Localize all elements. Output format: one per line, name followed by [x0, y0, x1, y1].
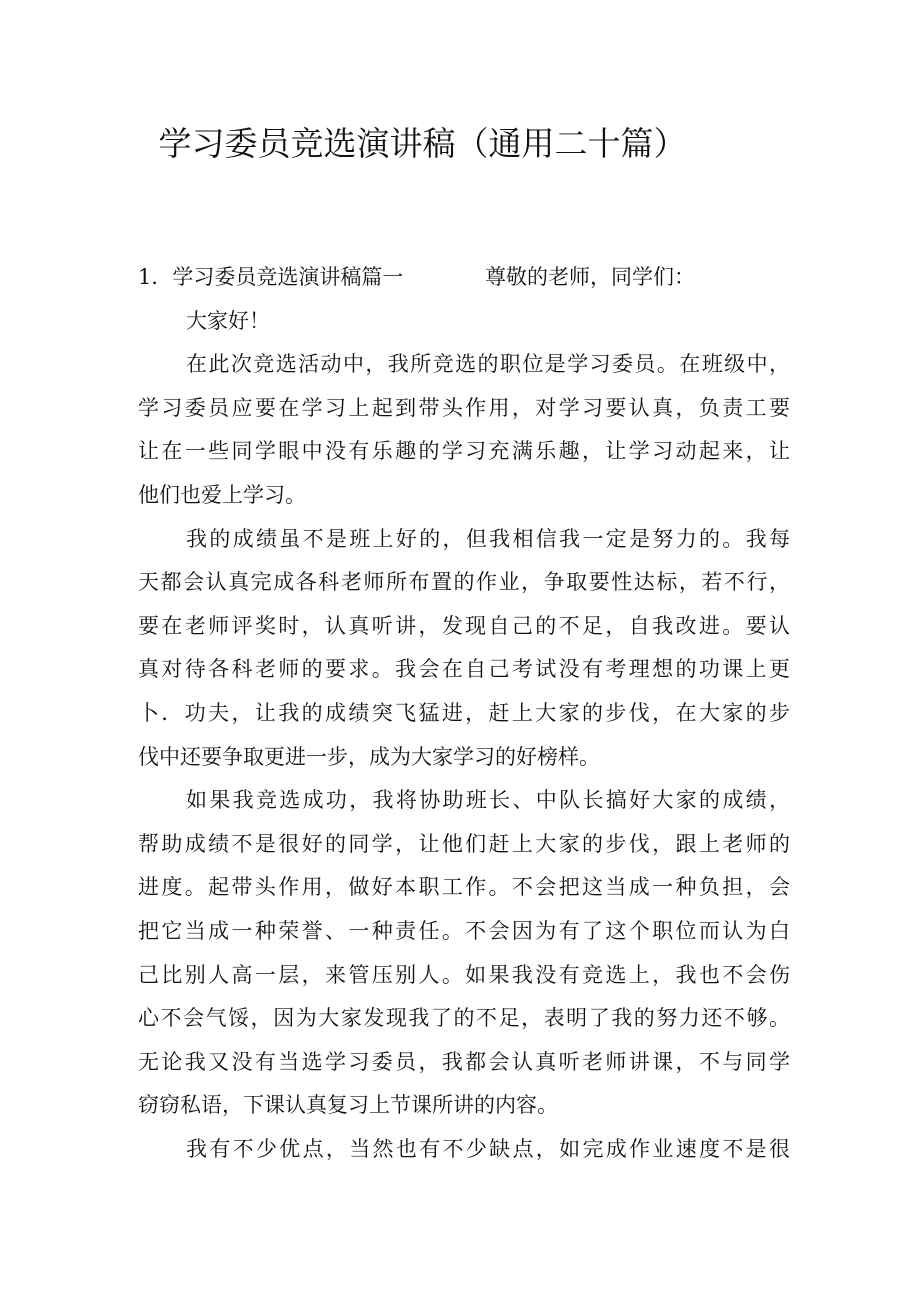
document-body	[138, 256, 790, 1171]
text-line: 进度。起带头作用，做好本职工作。不会把这当成一种负担，会	[138, 875, 790, 900]
text-line: 心不会气馁，因为大家发现我了的不足，表明了我的努力还不够。	[138, 1006, 790, 1031]
text-line: 真对待各科老师的要求。我会在自己考试没有考理想的功课上更	[138, 657, 790, 682]
text-line: 他们也爱上学习。	[138, 482, 306, 507]
text-line: 要在老师评奖时，认真听讲，发现自己的不足，自我改进。要认	[138, 613, 790, 638]
text-line: 把它当成一种荣誉、一种责任。不会因为有了这个职位而认为白	[138, 918, 790, 943]
text-line: 己比别人高一层，来管压别人。如果我没有竞选上，我也不会伤	[138, 962, 790, 987]
text-line: 伐中还要争取更进一步，成为大家学习的好榜样。	[138, 744, 600, 769]
text-line: 卜．功夫，让我的成绩突飞猛进，赶上大家的步伐，在大家的步	[138, 700, 790, 725]
heading-line	[138, 256, 790, 300]
text-line: 如果我竞选成功，我将协助班长、中队长搞好大家的成绩，	[186, 788, 790, 813]
text-line: 学习委员应要在学习上起到带头作用，对学习要认真，负责工要	[138, 395, 790, 420]
text-line: 在此次竞选活动中，我所竞选的职位是学习委员。在班级中，	[186, 352, 790, 377]
document-title: 学习委员竞选演讲稿（通用二十篇）	[158, 124, 687, 163]
text-line: 无论我又没有当选学习委员，我都会认真听老师讲课，不与同学	[138, 1049, 790, 1074]
text-line: 让在一些同学眼中没有乐趣的学习充满乐趣，让学习动起来，让	[138, 439, 790, 464]
text-line: 天都会认真完成各科老师所布置的作业，争取要性达标，若不行，	[138, 570, 790, 595]
text-line: 我的成绩虽不是班上好的，但我相信我一定是努力的。我每	[186, 526, 790, 551]
text-line: 帮助成绩不是很好的同学，让他们赶上大家的步伐，跟上老师的	[138, 831, 790, 856]
section-heading: 1．学习委员竞选演讲稿篇一	[138, 265, 404, 289]
text-line: 我有不少优点，当然也有不少缺点，如完成作业速度不是很	[186, 1136, 790, 1161]
greeting: 大家好！	[186, 308, 270, 333]
salutation: 尊敬的老师，同学们：	[485, 265, 695, 289]
text-line: 窃窃私语，下课认真复习上节课所讲的内容。	[138, 1093, 558, 1118]
